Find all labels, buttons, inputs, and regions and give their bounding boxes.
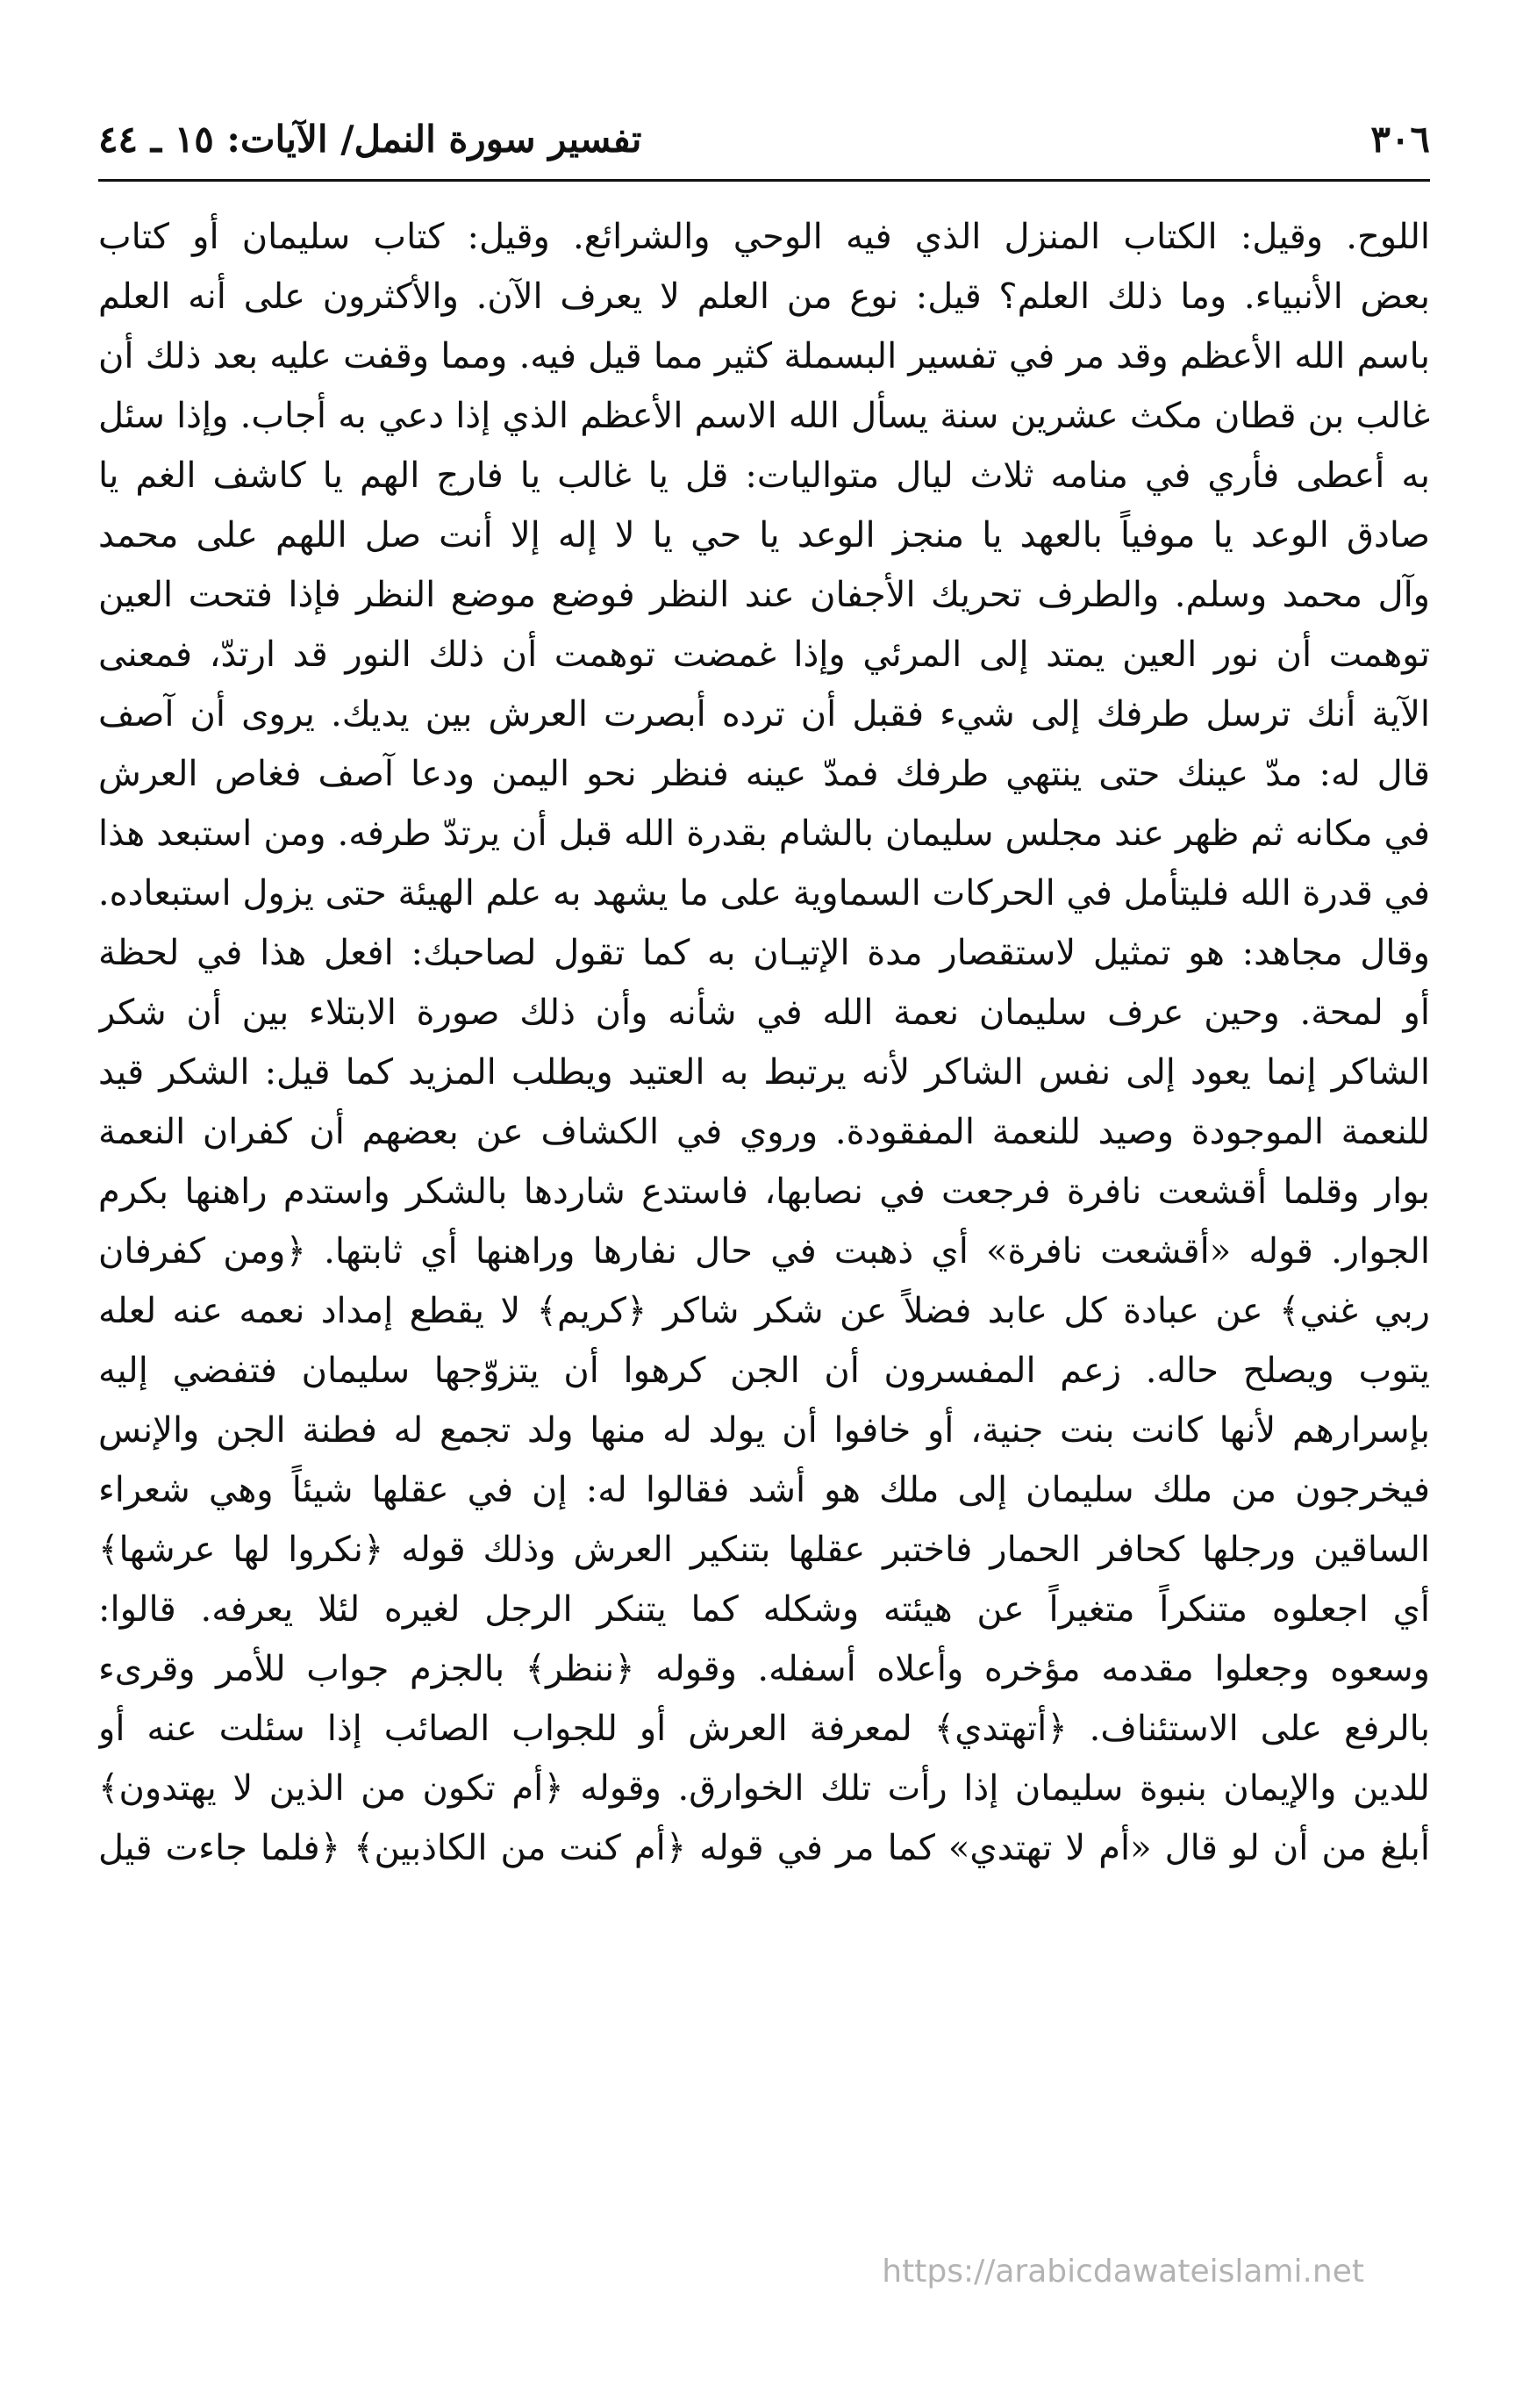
text-line: بوار وقلما أقشعت نافرة فرجعت في نصابها، فاستدع شاردها بالشكر واستدم راهنها بكرم: [98, 1172, 1430, 1212]
page-number: ٣٠٦: [1370, 118, 1430, 161]
text-line: في قدرة الله فليتأمل في الحركات السماوية على ما يشهد به علم الهيئة حتى يزول استبعاده.: [98, 873, 1430, 914]
watermark-url: https://arabicdawateislami.net: [882, 2254, 1364, 2290]
body-text: [98, 207, 1430, 1878]
header-rule: [98, 179, 1430, 182]
text-line: الساقين ورجلها كحافر الحمار فاختبر عقلها بتنكير العرش وذلك قوله ﴿نكروا لها عرشها﴾: [98, 1530, 1430, 1570]
text-line: يتوب ويصلح حاله. زعم المفسرون أن الجن كرهوا أن يتزوّجها سليمان فتفضي إليه: [98, 1351, 1430, 1391]
text-line: توهمت أن نور العين يمتد إلى المرئي وإذا غمضت توهمت أن ذلك النور قد ارتدّ، فمعنى: [98, 634, 1430, 675]
text-line: للنعمة الموجودة وصيد للنعمة المفقودة. وروي في الكشاف عن بعضهم أن كفران النعمة: [98, 1112, 1430, 1152]
text-line: صادق الوعد يا موفياً بالعهد يا منجز الوعد يا حي يا لا إله إلا أنت صل اللهم على محمد: [98, 515, 1430, 555]
text-line: في مكانه ثم ظهر عند مجلس سليمان بالشام بقدرة الله قبل أن يرتدّ طرفه. ومن استبعد هذا: [98, 813, 1430, 854]
text-line: أبلغ من أن لو قال «أم لا تهتدي» كما مر في قوله ﴿أم كنت من الكاذبين﴾ ﴿فلما جاءت قيل: [98, 1828, 1430, 1868]
text-line: بإسرارهم لأنها كانت بنت جنية، أو خافوا أن يولد له منها ولد تجمع له فطنة الجن والإنس: [98, 1410, 1430, 1451]
text-line: وسعوه وجعلوا مقدمه مؤخره وأعلاه أسفله. وقوله ﴿ننظر﴾ بالجزم جواب للأمر وقرىء: [98, 1649, 1430, 1689]
text-line: الجوار. قوله «أقشعت نافرة» أي ذهبت في حال نفارها وراهنها أي ثابتها. ﴿ومن كفرفان: [98, 1231, 1430, 1272]
text-line: أي اجعلوه متنكراً متغيراً عن هيئته وشكله كما يتنكر الرجل لغيره لئلا يعرفه. قالوا:: [98, 1589, 1430, 1630]
text-line: وآل محمد وسلم. والطرف تحريك الأجفان عند النظر فوضع موضع النظر فإذا فتحت العين: [98, 575, 1430, 615]
text-line: بالرفع على الاستئناف. ﴿أتهتدي﴾ لمعرفة العرش أو للجواب الصائب إذا سئلت عنه أو: [98, 1709, 1430, 1749]
page-header: [98, 111, 1430, 172]
text-line: غالب بن قطان مكث عشرين سنة يسأل الله الاسم الأعظم الذي إذا دعي به أجاب. وإذا سئل: [98, 396, 1430, 436]
text-line: فيخرجون من ملك سليمان إلى ملك هو أشد فقالوا له: إن في عقلها شيئاً وهي شعراء: [98, 1470, 1430, 1510]
text-line: بعض الأنبياء. وما ذلك العلم؟ قيل: نوع من العلم لا يعرف الآن. والأكثرون على أنه العلم: [98, 276, 1430, 317]
text-line: باسم الله الأعظم وقد مر في تفسير البسملة كثير مما قيل فيه. ومما وقفت عليه بعد ذلك أن: [98, 336, 1430, 376]
running-title: تفسير سورة النمل/ الآيات: ١٥ ـ ٤٤: [98, 118, 642, 161]
text-line: للدين والإيمان بنبوة سليمان إذا رأت تلك الخوارق. وقوله ﴿أم تكون من الذين لا يهتدون﴾: [98, 1768, 1430, 1809]
text-line: ربي غني﴾ عن عبادة كل عابد فضلاً عن شكر شاكر ﴿كريم﴾ لا يقطع إمداد نعمه عنه لعله: [98, 1291, 1430, 1331]
text-line: الآية أنك ترسل طرفك إلى شيء فقبل أن ترده أبصرت العرش بين يديك. يروى أن آصف: [98, 694, 1430, 735]
text-line: أو لمحة. وحين عرف سليمان نعمة الله في شأنه وأن ذلك صورة الابتلاء بين أن شكر: [98, 993, 1430, 1033]
text-line: وقال مجاهد: هو تمثيل لاستقصار مدة الإتيـان به كما تقول لصاحبك: افعل هذا في لحظة: [98, 933, 1430, 973]
text-line: قال له: مدّ عينك حتى ينتهي طرفك فمدّ عينه فنظر نحو اليمن ودعا آصف فغاص العرش: [98, 754, 1430, 794]
text-line: به أعطى فأري في منامه ثلاث ليال متواليات: قل يا غالب يا فارج الهم يا كاشف الغم يا: [98, 455, 1430, 496]
text-line: اللوح. وقيل: الكتاب المنزل الذي فيه الوحي والشرائع. وقيل: كتاب سليمان أو كتاب: [98, 217, 1430, 257]
text-line: الشاكر إنما يعود إلى نفس الشاكر لأنه يرتبط به العتيد ويطلب المزيد كما قيل: الشكر قيد: [98, 1052, 1430, 1093]
